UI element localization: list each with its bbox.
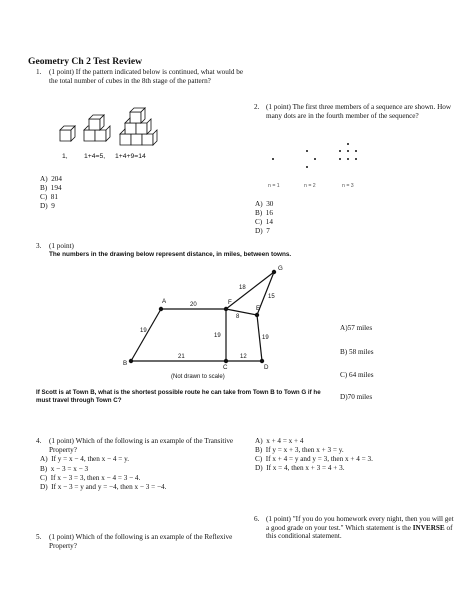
q2-choice-a[interactable]: A) 30	[255, 200, 274, 208]
q6-number: 6.	[254, 515, 260, 523]
node-b-label: B	[123, 360, 128, 367]
q2-text: (1 point) The first three members of a sequence are shown. How many dots are in the fourth member of the sequence?	[266, 103, 452, 120]
q5-text: (1 point) Which of the following is an example of the Reflexive Property?	[49, 533, 233, 550]
q1-number: 1.	[36, 68, 42, 76]
edge-bc-label: 21	[178, 354, 185, 360]
q4-text: (1 point) Which of the following is an example of the Transitive Property?	[49, 437, 234, 454]
edge-cf-label: 19	[214, 333, 221, 339]
q4-choice-d[interactable]: D) If x − 3 = y and y = −4, then x − 3 = −4.	[40, 483, 167, 491]
q3-points: (1 point)	[49, 242, 74, 250]
q2-number: 2.	[254, 103, 260, 111]
right-choice-a[interactable]: A) x + 4 = x + 4	[255, 437, 304, 445]
stage-label-2: 1+4=5,	[84, 153, 106, 160]
q4-number: 4.	[36, 437, 42, 445]
edge-fe-label: 8	[236, 314, 240, 320]
node-c-label: C	[223, 364, 228, 371]
q4-choice-c[interactable]: C) If x − 3 = 3, then x − 4 = 3 − 4.	[40, 474, 141, 482]
node-f-label: F	[228, 299, 232, 306]
stage-label-1: 1,	[62, 153, 68, 160]
not-to-scale-note: (Not drawn to scale)	[171, 374, 225, 380]
q2-choice-c[interactable]: C) 14	[255, 218, 273, 226]
q6-text: (1 point) "If you do you homework every night, then you will get a good grade on your test." Which statement is the INVERSE of this conditional statement.	[266, 515, 454, 541]
q3-intro: The numbers in the drawing below represent distance, in miles, between towns.	[49, 251, 292, 258]
q1-choice-a[interactable]: A) 204	[40, 175, 62, 183]
edge-af-label: 20	[190, 302, 197, 308]
q3-choice-d[interactable]: D)70 miles	[340, 393, 373, 401]
q3-number: 3.	[36, 242, 42, 250]
q2-choice-b[interactable]: B) 16	[255, 209, 273, 217]
edge-eg-label: 15	[268, 294, 275, 300]
edge-ba-label: 19	[140, 328, 147, 334]
q4-choice-b[interactable]: B) x − 3 = x − 3	[40, 465, 89, 473]
q1-text: (1 point) If the pattern indicated below is continued, what would be the total number of cubes in the 8th stage of the pattern?	[49, 68, 244, 85]
q2-choice-d[interactable]: D) 7	[255, 227, 270, 235]
q1-choice-b[interactable]: B) 194	[40, 184, 62, 192]
q1-choice-d[interactable]: D) 9	[40, 202, 55, 210]
edge-de-label: 19	[262, 335, 269, 341]
node-d-label: D	[264, 364, 269, 371]
node-a-label: A	[162, 298, 167, 305]
q5-number: 5.	[36, 533, 42, 541]
q3-question: If Scott is at Town B, what is the shortest possible route he can take from Town B to Town G if he must travel through Town C?	[36, 389, 321, 404]
seq-label-1: n = 1	[268, 183, 280, 189]
q4-choice-a[interactable]: A) If y = x − 4, then x − 4 = y.	[40, 455, 130, 463]
q3-choice-c[interactable]: C) 64 miles	[340, 371, 374, 379]
seq-label-2: n = 2	[304, 183, 316, 189]
seq-label-3: n = 3	[342, 183, 354, 189]
edge-cd-label: 12	[240, 354, 247, 360]
right-choice-d[interactable]: D) If x = 4, then x + 3 = 4 + 3.	[255, 464, 345, 472]
right-choice-b[interactable]: B) If y = x + 3, then x + 3 = y.	[255, 446, 344, 454]
q6-emphasis: INVERSE	[412, 523, 445, 532]
edge-fg-label: 18	[239, 285, 246, 291]
node-e-label: E	[256, 305, 261, 312]
page-title: Geometry Ch 2 Test Review	[28, 56, 143, 67]
q3-choice-a[interactable]: A)57 miles	[340, 324, 373, 332]
q3-choice-b[interactable]: B) 58 miles	[340, 348, 374, 356]
stage-label-3: 1+4+9=14	[115, 153, 146, 160]
right-choice-c[interactable]: C) If x + 4 = y and y = 3, then x + 4 = 3.	[255, 455, 373, 463]
q1-choice-c[interactable]: C) 81	[40, 193, 58, 201]
node-g-label: G	[278, 265, 283, 272]
